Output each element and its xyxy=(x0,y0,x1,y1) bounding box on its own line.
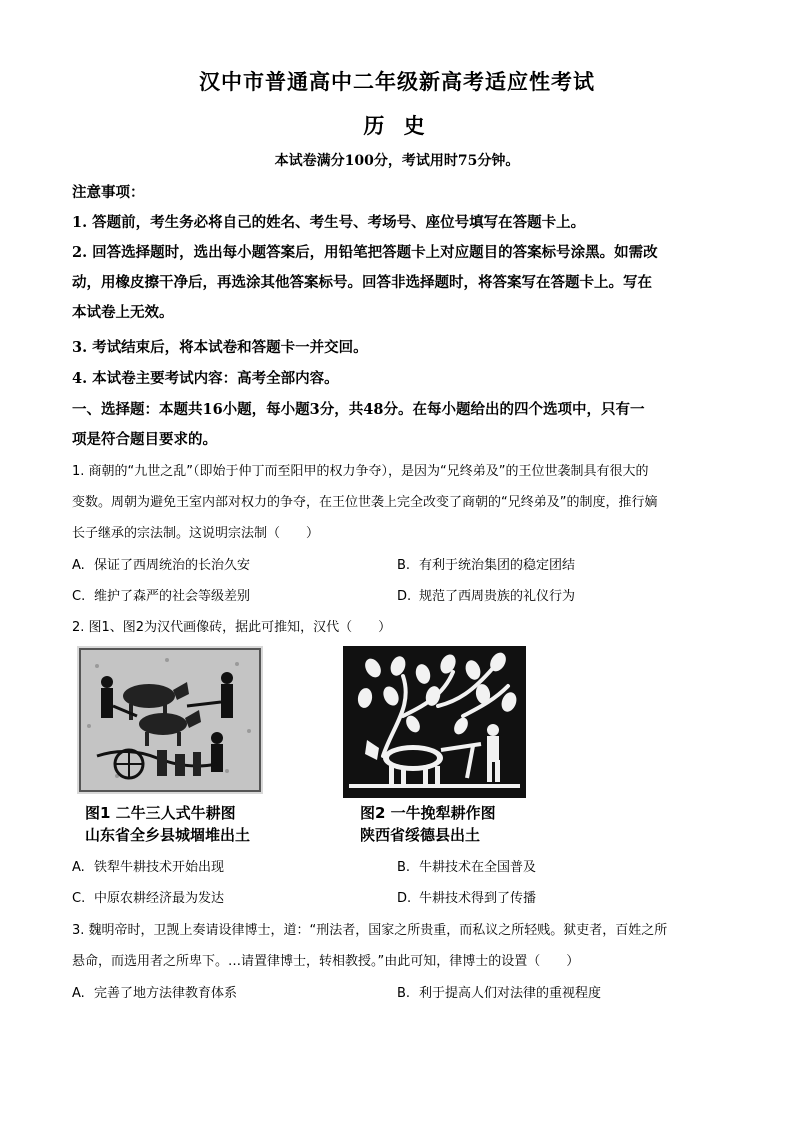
figure-1-caption-line-1: 图1 二牛三人式牛耕图 xyxy=(85,804,236,822)
option-letter: A. xyxy=(72,558,85,573)
option-text: 有利于统治集团的稳定团结 xyxy=(419,558,576,573)
q2-option-d[interactable] xyxy=(397,890,536,908)
note-line: 本试卷上无效。 xyxy=(72,304,174,321)
option-letter: A. xyxy=(72,860,85,875)
question-1-stem: 长子继承的宗法制。这说明宗法制（ ） xyxy=(72,526,320,541)
option-letter: C. xyxy=(72,589,86,604)
ox-plowing-rubbing-2 xyxy=(343,646,526,798)
score-note: 本试卷满分100分，考试用时75分钟。 xyxy=(274,153,520,169)
option-letter: D. xyxy=(397,891,412,906)
figure-1-image xyxy=(77,646,263,794)
figure-2-image xyxy=(343,646,526,798)
ox-plowing-rubbing-1 xyxy=(77,646,263,794)
note-line: 3. 考试结束后，将本试卷和答题卡一并交回。 xyxy=(72,339,368,356)
exam-title: 汉中市普通高中二年级新高考适应性考试 xyxy=(199,69,595,94)
option-text: 维护了森严的社会等级差别 xyxy=(94,589,251,604)
option-letter: B. xyxy=(397,558,411,573)
option-text: 牛耕技术得到了传播 xyxy=(419,891,537,906)
q3-option-b[interactable] xyxy=(397,985,601,1003)
figure-2-caption-line-2: 陕西省绥德县出土 xyxy=(360,826,481,844)
q2-option-a[interactable] xyxy=(72,859,224,877)
section-heading: 一、选择题：本题共16小题，每小题3分，共48分。在每小题给出的四个选项中，只有一 xyxy=(72,401,645,418)
q2-option-b[interactable] xyxy=(397,859,536,877)
option-text: 牛耕技术在全国普及 xyxy=(419,860,537,875)
question-1-stem: 1. 商朝的“九世之乱”（即始于仲丁而至阳甲的权力争夺），是因为“兄终弟及”的王位世袭制具有很大的 xyxy=(72,464,649,479)
option-letter: C. xyxy=(72,891,86,906)
q1-option-b[interactable] xyxy=(397,557,575,575)
question-3-stem: 3. 魏明帝时，卫觊上奏请设律博士，道：“刑法者，国家之所贵重，而私议之所轻贱。狱吏者，百姓之所 xyxy=(72,923,668,938)
question-1-stem: 变数。周朝为避免王室内部对权力的争夺，在王位世袭上完全改变了商朝的“兄终弟及”的制度，推行嫡 xyxy=(72,495,658,510)
q3-option-a[interactable] xyxy=(72,985,237,1003)
q1-option-c[interactable] xyxy=(72,588,250,606)
q1-option-d[interactable] xyxy=(397,588,575,606)
option-letter: D. xyxy=(397,589,412,604)
option-letter: B. xyxy=(397,986,411,1001)
section-heading: 项是符合题目要求的。 xyxy=(72,431,217,448)
note-line: 动，用橡皮擦干净后，再选涂其他答案标号。回答非选择题时，将答案写在答题卡上。写在 xyxy=(72,274,652,291)
option-text: 保证了西周统治的长治久安 xyxy=(94,558,251,573)
q2-option-c[interactable] xyxy=(72,890,224,908)
option-text: 完善了地方法律教育体系 xyxy=(94,986,238,1001)
question-3-stem: 悬命，而选用者之所卑下。…请置律博士，转相教授。”由此可知，律博士的设置（ ） xyxy=(72,954,580,969)
q1-option-a[interactable] xyxy=(72,557,250,575)
note-line: 2. 回答选择题时，选出每小题答案后，用铅笔把答题卡上对应题目的答案标号涂黑。如需改 xyxy=(72,244,658,261)
option-text: 中原农耕经济最为发达 xyxy=(94,891,225,906)
option-text: 铁犁牛耕技术开始出现 xyxy=(94,860,225,875)
subject-title: 历 史 xyxy=(363,113,431,138)
option-letter: A. xyxy=(72,986,85,1001)
question-2-stem: 2. 图1、图2为汉代画像砖，据此可推知，汉代（ ） xyxy=(72,620,392,635)
note-line: 4. 本试卷主要考试内容：高考全部内容。 xyxy=(72,370,339,387)
option-text: 利于提高人们对法律的重视程度 xyxy=(419,986,602,1001)
notes-heading: 注意事项： xyxy=(72,184,145,201)
option-text: 规范了西周贵族的礼仪行为 xyxy=(419,589,576,604)
figure-2-caption-line-1: 图2 一牛挽犁耕作图 xyxy=(360,804,496,822)
note-line: 1. 答题前，考生务必将自己的姓名、考生号、考场号、座位号填写在答题卡上。 xyxy=(72,214,586,231)
option-letter: B. xyxy=(397,860,411,875)
figure-1-caption-line-2: 山东省全乡县城堌堆出土 xyxy=(85,826,251,844)
